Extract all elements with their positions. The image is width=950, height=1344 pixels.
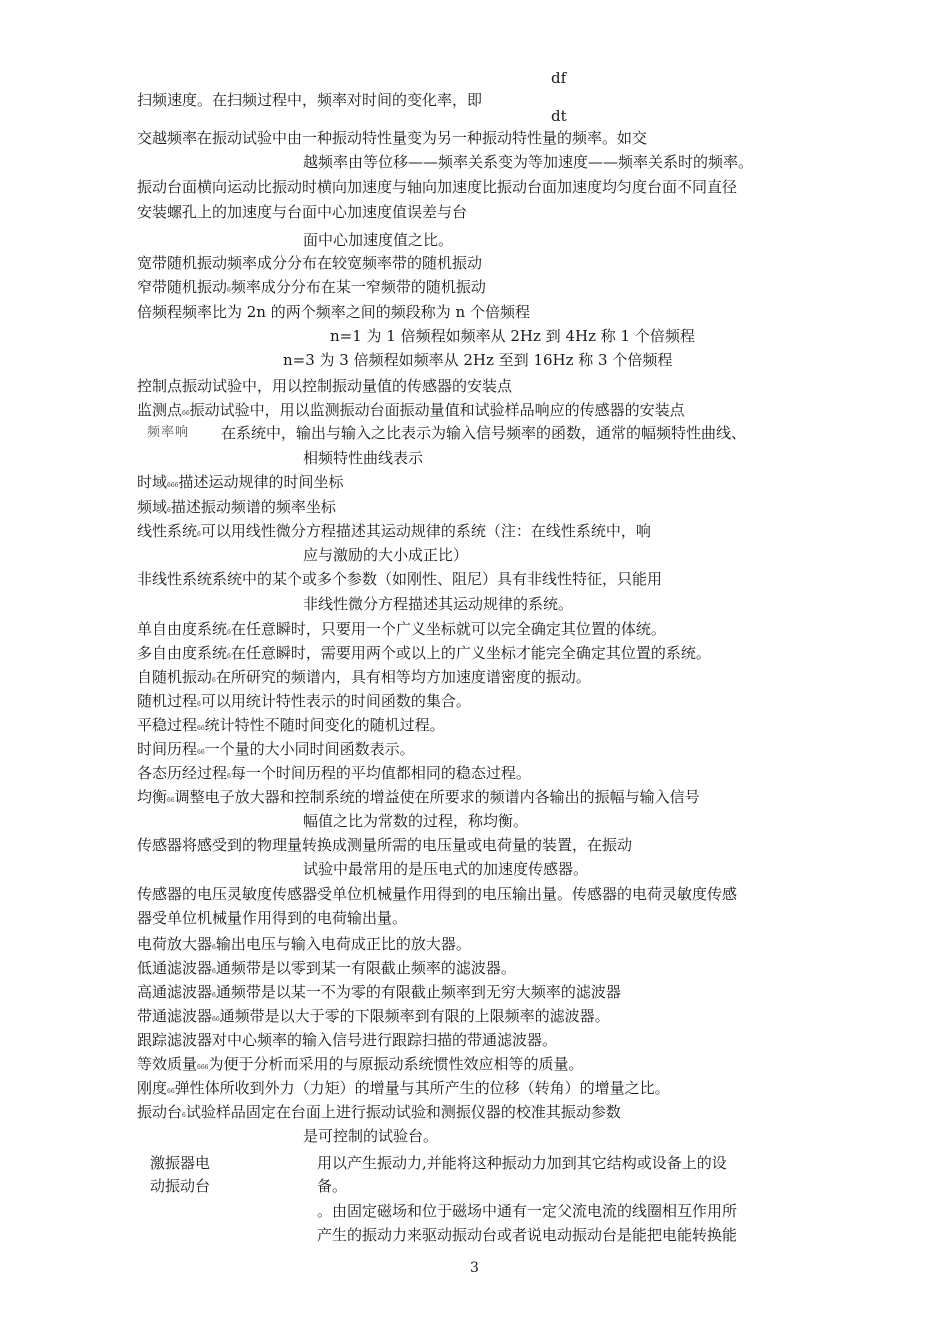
footnote-mark: 66 <box>197 749 205 756</box>
term: 时域 <box>137 473 168 491</box>
footnote-mark: 6 <box>212 944 216 951</box>
footnote-mark: 66 <box>182 410 190 417</box>
footnote-mark: 6 <box>212 677 216 684</box>
text-line <box>137 934 471 958</box>
table-term: 激振器电 <box>150 1154 211 1172</box>
text-line <box>137 1102 621 1126</box>
text-line <box>137 958 516 982</box>
footnote-mark: 66 <box>212 1016 220 1023</box>
footnote-mark: 66 <box>197 725 205 732</box>
footnote-mark: 6 <box>167 507 171 514</box>
term: 振动台 <box>137 1103 183 1121</box>
definition: 每一个时间历程的平均值都相同的稳态过程。 <box>230 764 531 782</box>
definition: 统计特性不随时间变化的随机过程。 <box>204 716 445 734</box>
footnote-mark: 666 <box>167 482 179 489</box>
definition: 振动试验中，用以监测振动台面振动量值和试验样品响应的传感器的安装点 <box>189 401 685 419</box>
text-line: 越频率由等位移——频率关系变为等加速度——频率关系时的频率。 <box>303 153 754 171</box>
footnote-mark: 6 <box>227 287 231 294</box>
footnote-mark: 6 <box>182 1112 186 1119</box>
definition: 通频带是以大于零的下限频率到有限的上限频率的滤波器。 <box>219 1007 610 1025</box>
footnote-mark: 66 <box>167 797 175 804</box>
term: 平稳过程 <box>137 716 198 734</box>
text-line <box>137 982 621 1006</box>
text-line <box>137 472 343 496</box>
formula-numerator: df <box>551 69 567 87</box>
footnote-mark: 66 <box>167 1088 175 1095</box>
term: 多自由度系统 <box>137 644 228 662</box>
footnote-mark: 6 <box>212 992 216 999</box>
definition: 通频带是以某一不为零的有限截止频率到无穷大频率的滤波器 <box>215 983 621 1001</box>
text-line: 幅值之比为常数的过程，称均衡。 <box>303 812 529 830</box>
text-line: 跟踪滤波器对中心频率的输入信号进行跟踪扫描的带通滤波器。 <box>137 1031 558 1049</box>
text-line: 控制点振动试验中，用以控制振动量值的传感器的安装点 <box>137 377 513 395</box>
term: 高通滤波器 <box>137 983 213 1001</box>
text-line: 安装螺孔上的加速度与台面中心加速度值误差与台 <box>137 203 468 221</box>
footnote-mark: 6 <box>227 653 231 660</box>
page-number: 3 <box>470 1260 479 1276</box>
text-line: 倍频程频率比为 2n 的两个频率之间的频段称为 n 个倍频程 <box>137 303 530 321</box>
text-line: 在系统中，输出与输入之比表示为输入信号频率的函数，通常的幅频特性曲线、 <box>221 424 747 442</box>
term: 频域 <box>137 498 168 516</box>
text-line: 扫频速度。在扫频过程中，频率对时间的变化率，即 <box>137 91 483 109</box>
text-line: 相频特性曲线表示 <box>303 449 424 467</box>
text-line: 传感器将感受到的物理量转换成测量所需的电压量或电荷量的装置，在振动 <box>137 836 633 854</box>
term: 各态历经过程 <box>137 764 228 782</box>
definition: 可以用线性微分方程描述其运动规律的系统（注：在线性系统中，响 <box>200 522 651 540</box>
table-term: 动振动台 <box>150 1177 211 1195</box>
text-line: 面中心加速度值之比。 <box>303 231 454 249</box>
footnote-mark: 6 <box>227 629 231 636</box>
definition: 为便于分析而采用的与原振动系统惯性效应相等的质量。 <box>208 1055 584 1073</box>
text-line: 宽带随机振动频率成分分布在较宽频率带的随机振动 <box>137 254 483 272</box>
text-line <box>137 763 531 787</box>
text-line: n=1 为 1 倍频程如频率从 2Hz 到 4Hz 称 1 个倍频程 <box>330 327 695 345</box>
definition: 可以用统计特性表示的时间函数的集合。 <box>200 692 471 710</box>
term: 低通滤波器 <box>137 959 213 977</box>
footnote-mark: 6 <box>212 968 216 975</box>
footnote-mark: 6 <box>227 773 231 780</box>
definition: 在所研究的频谱内，具有相等均方加速度谱密度的振动。 <box>215 668 591 686</box>
text-line <box>137 277 486 301</box>
text-line <box>137 739 415 763</box>
text-line: 是可控制的试验台。 <box>303 1127 439 1145</box>
term: 均衡 <box>137 788 168 806</box>
term: 电荷放大器 <box>137 935 213 953</box>
definition: 试验样品固定在台面上进行振动试验和测振仪器的校准其振动参数 <box>185 1103 621 1121</box>
term: 刚度 <box>137 1079 168 1097</box>
definition: 在任意瞬时，只要用一个广义坐标就可以完全确定其位置的体统。 <box>230 620 666 638</box>
footnote-mark: 6 <box>197 531 201 538</box>
text-line <box>137 1078 670 1102</box>
text-line <box>137 691 471 715</box>
term: 随机过程 <box>137 692 198 710</box>
footnote-mark: 666 <box>197 1064 209 1071</box>
term: 带通滤波器 <box>137 1007 213 1025</box>
term: 自随机振动 <box>137 668 213 686</box>
text-line: 交越频率在振动试验中由一种振动特性量变为另一种振动特性量的频率。如交 <box>137 129 648 147</box>
text-line: 器受单位机械量作用得到的电荷输出量。 <box>137 909 408 927</box>
definition: 频率成分分布在某一窄频带的随机振动 <box>230 278 486 296</box>
definition: 在任意瞬时，需要用两个或以上的广义坐标才能完全确定其位置的系统。 <box>230 644 711 662</box>
term: 单自由度系统 <box>137 620 228 638</box>
text-line: 非线性系统系统中的某个或多个参数（如刚性、阻尼）具有非线性特征，只能用 <box>137 570 663 588</box>
text-line: 振动台面横向运动比振动时横向加速度与轴向加速度比振动台面加速度均匀度台面不同直径 <box>137 178 738 196</box>
definition: 调整电子放大器和控制系统的增益使在所要求的频谱内各输出的振幅与输入信号 <box>174 788 700 806</box>
definition: 描述振动频谱的频率坐标 <box>170 498 336 516</box>
formula-denominator: dt <box>551 107 567 125</box>
table-definition: 。由固定磁场和位于磁场中通有一定父流电流的线圈相互作用所 <box>317 1202 738 1220</box>
text-line: 非线性微分方程描述其运动规律的系统。 <box>303 595 574 613</box>
term: 等效质量 <box>137 1055 198 1073</box>
term: 线性系统 <box>137 522 198 540</box>
footnote-mark: 6 <box>197 701 201 708</box>
term: 监测点 <box>137 401 183 419</box>
text-line <box>137 1006 610 1030</box>
definition: 输出电压与输入电荷成正比的放大器。 <box>215 935 471 953</box>
text-line <box>137 715 445 739</box>
term: 窄带随机振动 <box>137 278 228 296</box>
text-line: 应与激励的大小成正比） <box>303 546 469 564</box>
table-definition: 备。 <box>317 1177 348 1195</box>
definition: 弹性体所收到外力（力矩）的增量与其所产生的位移（转角）的增量之比。 <box>174 1079 670 1097</box>
text-line <box>137 643 711 667</box>
definition: 描述运动规律的时间坐标 <box>178 473 344 491</box>
text-line: 传感器的电压灵敏度传感器受单位机械量作用得到的电压输出量。传感器的电荷灵敏度传感 <box>137 885 738 903</box>
term-faded: 频率响 <box>147 425 190 440</box>
text-line <box>137 497 336 521</box>
text-line <box>137 619 666 643</box>
definition: 一个量的大小同时间函数表示。 <box>204 740 415 758</box>
text-line <box>137 1054 583 1078</box>
text-line <box>137 667 591 691</box>
text-line: 试验中最常用的是压电式的加速度传感器。 <box>303 860 589 878</box>
text-line: n=3 为 3 倍频程如频率从 2Hz 至到 16Hz 称 3 个倍频程 <box>283 351 673 369</box>
text-line <box>137 521 651 545</box>
text-line <box>137 400 685 424</box>
term: 时间历程 <box>137 740 198 758</box>
definition: 通频带是以零到某一有限截止频率的滤波器。 <box>215 959 516 977</box>
table-definition: 用以产生振动力,并能将这种振动力加到其它结构或设备上的设 <box>317 1154 727 1172</box>
text-line <box>137 787 700 811</box>
table-definition: 产生的振动力来驱动振动台或者说电动振动台是能把电能转换能 <box>317 1226 738 1244</box>
